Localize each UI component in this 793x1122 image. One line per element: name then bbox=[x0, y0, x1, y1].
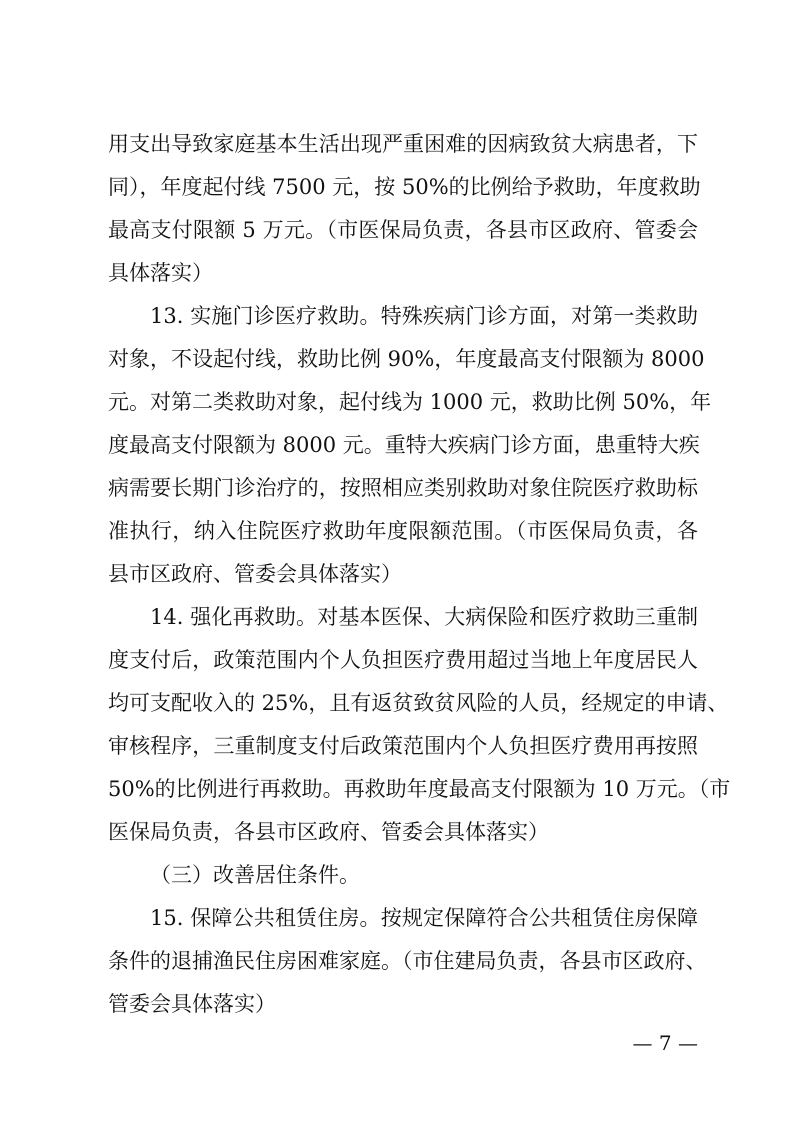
section-heading: （三）改善居住条件。 bbox=[150, 863, 360, 887]
text-line: 度支付后，政策范围内个人负担医疗费用超过当地上年度居民人 bbox=[108, 648, 698, 672]
text-line: 均可支配收入的 25%，且有返贫致贫风险的人员，经规定的申请、 bbox=[108, 691, 729, 715]
text-line: 14. 强化再救助。对基本医保、大病保险和医疗救助三重制 bbox=[150, 605, 698, 629]
text-line: 条件的退捕渔民住房困难家庭。（市住建局负责，各县市区政府、 bbox=[108, 949, 707, 973]
text-line: 医保局负责，各县市区政府、管委会具体落实） bbox=[108, 820, 549, 844]
text-line: 50%的比例进行再救助。再救助年度最高支付限额为 10 万元。（市 bbox=[108, 777, 731, 801]
text-line: 13. 实施门诊医疗救助。特殊疾病门诊方面，对第一类救助 bbox=[150, 304, 698, 328]
text-line: 对象，不设起付线，救助比例 90%，年度最高支付限额为 8000 bbox=[108, 347, 705, 371]
text-line: 用支出导致家庭基本生活出现严重困难的因病致贫大病患者，下 bbox=[108, 132, 698, 156]
text-line: 同），年度起付线 7500 元，按 50%的比例给予救助，年度救助 bbox=[108, 175, 701, 199]
text-line: 15. 保障公共租赁住房。按规定保障符合公共租赁住房保障 bbox=[150, 906, 698, 930]
text-line: 度最高支付限额为 8000 元。重特大疾病门诊方面，患重特大疾 bbox=[108, 433, 700, 457]
text-line: 最高支付限额 5 万元。（市医保局负责，各县市区政府、管委会 bbox=[108, 218, 698, 242]
text-line: 准执行，纳入住院医疗救助年度限额范围。（市医保局负责，各 bbox=[108, 519, 698, 543]
text-line: 病需要长期门诊治疗的，按照相应类别救助对象住院医疗救助标 bbox=[108, 476, 698, 500]
text-line: 审核程序，三重制度支付后政策范围内个人负担医疗费用再按照 bbox=[108, 734, 698, 758]
text-line: 管委会具体落实） bbox=[108, 992, 276, 1016]
text-line: 县市区政府、管委会具体落实） bbox=[108, 562, 402, 586]
text-line: 具体落实） bbox=[108, 261, 213, 285]
page-number: — 7 — bbox=[632, 1031, 698, 1055]
text-line: 元。对第二类救助对象，起付线为 1000 元，救助比例 50%，年 bbox=[108, 390, 712, 414]
